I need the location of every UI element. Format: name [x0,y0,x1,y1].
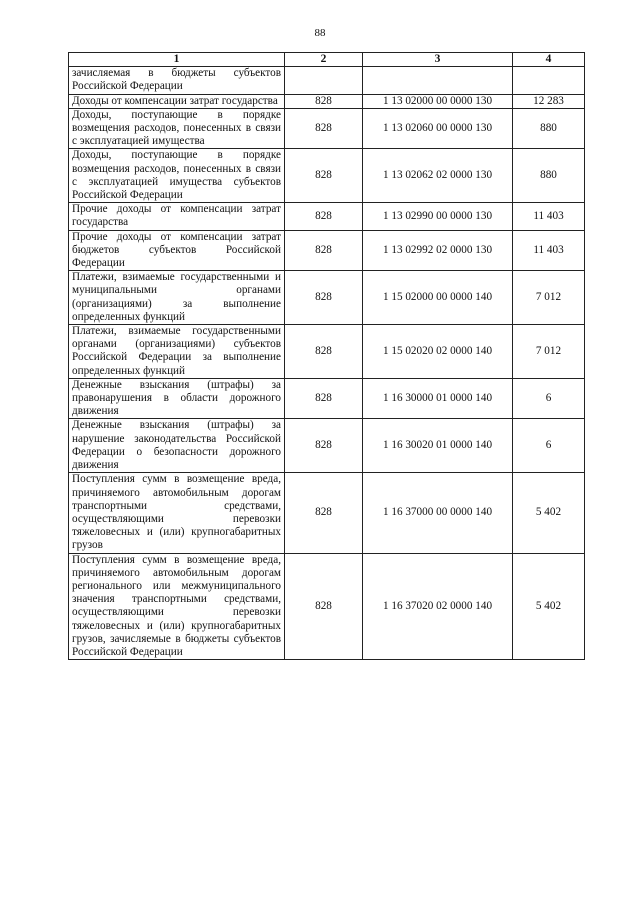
row-admin: 828 [285,203,363,230]
row-admin: 828 [285,473,363,553]
row-amount: 880 [513,149,585,203]
column-header-code: 3 [363,53,513,67]
row-amount: 6 [513,419,585,473]
table-row [69,230,585,271]
table-row [69,473,585,553]
row-admin: 828 [285,108,363,149]
table-row [69,94,585,108]
row-admin: 828 [285,230,363,271]
row-name: Доходы, поступающие в порядке возмещения расходов, понесенных в связи с эксплуатацией имущества субъектов Российской Федерации [69,149,285,203]
row-name: Доходы от компенсации затрат государства [69,94,285,108]
row-code: 1 15 02000 00 0000 140 [363,271,513,325]
table-row [69,67,585,94]
row-amount: 11 403 [513,230,585,271]
row-amount: 880 [513,108,585,149]
table-row [69,325,585,379]
row-name: Доходы, поступающие в порядке возмещения расходов, понесенных в связи с эксплуатацией имущества [69,108,285,149]
table-row [69,271,585,325]
row-amount: 5 402 [513,553,585,660]
column-header-admin: 2 [285,53,363,67]
row-amount: 11 403 [513,203,585,230]
row-code: 1 13 02990 00 0000 130 [363,203,513,230]
table-row [69,419,585,473]
row-code: 1 16 30020 01 0000 140 [363,419,513,473]
row-admin: 828 [285,94,363,108]
page-number: 88 [314,27,326,39]
row-amount: 7 012 [513,325,585,379]
row-code: 1 15 02020 02 0000 140 [363,325,513,379]
row-amount: 12 283 [513,94,585,108]
row-name: Денежные взыскания (штрафы) за нарушение законодательства Российской Федерации о безопасности дорожного движения [69,419,285,473]
row-name: Платежи, взимаемые государственными и муниципальными органами (организациями) за выполнение определенных функций [69,271,285,325]
row-name: Платежи, взимаемые государственными органами (организациями) субъектов Российской Федерации за выполнение определенных функций [69,325,285,379]
row-code [363,67,513,94]
row-admin [285,67,363,94]
row-admin: 828 [285,553,363,660]
row-name: Денежные взыскания (штрафы) за правонарушения в области дорожного движения [69,378,285,419]
row-admin: 828 [285,378,363,419]
column-header-name: 1 [69,53,285,67]
row-amount: 5 402 [513,473,585,553]
row-code: 1 16 37000 00 0000 140 [363,473,513,553]
budget-revenue-table [68,52,585,660]
column-header-amount: 4 [513,53,585,67]
table-row [69,553,585,660]
table-row [69,203,585,230]
row-code: 1 16 30000 01 0000 140 [363,378,513,419]
row-admin: 828 [285,419,363,473]
row-code: 1 13 02000 00 0000 130 [363,94,513,108]
row-name: зачисляемая в бюджеты субъектов Российской Федерации [69,67,285,94]
row-code: 1 13 02060 00 0000 130 [363,108,513,149]
table-row [69,149,585,203]
row-code: 1 13 02992 02 0000 130 [363,230,513,271]
row-admin: 828 [285,149,363,203]
row-admin: 828 [285,271,363,325]
row-code: 1 13 02062 02 0000 130 [363,149,513,203]
row-amount: 6 [513,378,585,419]
table-row [69,378,585,419]
row-name: Поступления сумм в возмещение вреда, причиняемого автомобильным дорогам транспортными средствами, осуществляющими перевозки тяжеловесных и (или) крупногабаритных грузов [69,473,285,553]
row-amount: 7 012 [513,271,585,325]
row-code: 1 16 37020 02 0000 140 [363,553,513,660]
row-admin: 828 [285,325,363,379]
row-name: Поступления сумм в возмещение вреда, причиняемого автомобильным дорогам регионального или межмуниципального значения транспортными средствами, осуществляющими перевозки тяжеловесных и (или) крупногабаритных грузов, зачисляемые в бюджеты субъектов Российской Федерации [69,553,285,660]
row-name: Прочие доходы от компенсации затрат бюджетов субъектов Российской Федерации [69,230,285,271]
table-row [69,108,585,149]
row-name: Прочие доходы от компенсации затрат государства [69,203,285,230]
table-header-row [69,53,585,67]
row-amount [513,67,585,94]
